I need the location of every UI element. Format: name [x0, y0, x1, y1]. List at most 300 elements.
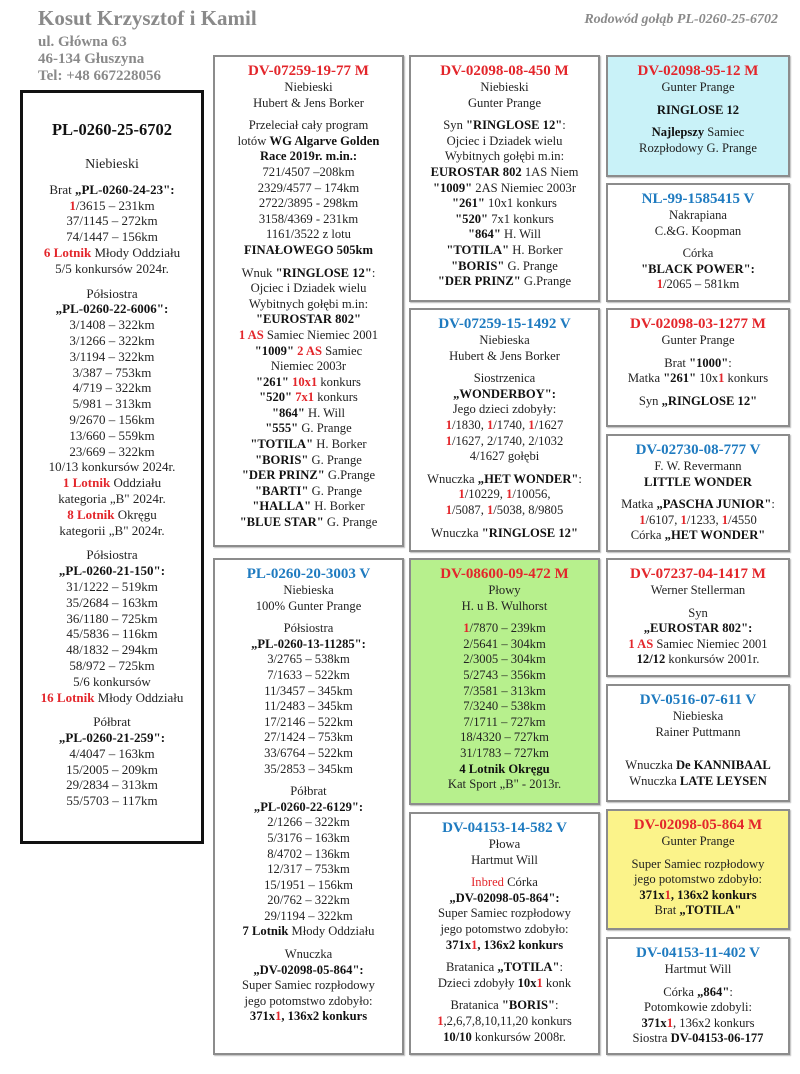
text: Młody Oddziału: [91, 244, 181, 260]
text-line: 55/5703 – 117km: [66, 793, 158, 809]
text-line: [411, 762, 598, 778]
text-line: 5/3176 – 163km: [267, 830, 350, 845]
achievement-paragraph: [608, 985, 788, 1047]
text-line: [215, 963, 402, 979]
highlight-text: 1: [656, 277, 664, 292]
text-line: Rainer Puttmann: [655, 724, 741, 739]
ring-number: DV-02098-03-1277 M: [630, 316, 766, 332]
text-line: 8/4702 – 136km: [267, 846, 350, 861]
highlight-text: 1: [445, 502, 453, 517]
text-line: Wybitnych gołębi m.in:: [444, 149, 565, 164]
highlight-text: 2 AS: [297, 343, 322, 358]
text: Okręgu: [114, 506, 157, 522]
text-line: jego potomstwo zdobyło:: [244, 993, 373, 1008]
achievement-paragraph: [215, 621, 402, 777]
text-line: Niebieska: [479, 333, 530, 347]
text-line: 58/972 – 725km: [69, 657, 155, 673]
text: H. Will: [500, 227, 542, 242]
text-line: Werner Stellerman: [650, 583, 746, 597]
text-line: [215, 515, 402, 531]
ring-number: DV-0516-07-611 V: [639, 692, 757, 708]
bold-text: "DER PRINZ": [437, 274, 521, 289]
text-line: [411, 243, 598, 259]
text-line: [608, 103, 788, 119]
bold-text: „TOTILA": [679, 903, 742, 918]
achievement-paragraph: [215, 947, 402, 1025]
bold-text: „RINGLOSE 12": [661, 393, 758, 408]
achievement-paragraph: [411, 621, 598, 793]
bold-text: "864": [271, 405, 305, 420]
text-line: [411, 938, 598, 954]
text-line: 5/5 konkursów 2024r.: [55, 260, 169, 276]
breeder-name: Kosut Krzysztof i Kamil: [38, 6, 257, 30]
pigeon-info: [608, 962, 788, 978]
text-line: 4/1627 gołębi: [469, 449, 540, 464]
text-line: Półsiostra: [86, 285, 138, 301]
bold-text: 10/10: [443, 1029, 472, 1044]
text-line: [215, 1009, 402, 1025]
text: /2065 – 581km: [663, 277, 740, 292]
text-line: C.&G. Koopman: [654, 223, 742, 238]
text-line: [411, 418, 598, 434]
highlight-text: 1: [275, 1009, 282, 1024]
text-line: Gunter Prange: [467, 95, 542, 110]
text-line: [411, 1014, 598, 1030]
achievement-paragraph: [608, 857, 788, 919]
text-line: 7/1711 – 727km: [463, 714, 546, 729]
bold-text: „PL-0260-21-150":: [58, 563, 166, 579]
text: Młody Oddziału: [288, 924, 375, 939]
bold-text: „EUROSTAR 802":: [643, 621, 753, 636]
text-line: 37/1145 – 272km: [66, 213, 158, 229]
breeder-street: ul. Główna 63: [38, 34, 127, 50]
ancestor-box: [606, 55, 790, 177]
bold-text: „PL-0260-24-23":: [74, 181, 175, 197]
ancestor-box: [409, 812, 600, 1055]
highlight-text: 1: [437, 1013, 444, 1028]
bold-text: "520": [455, 211, 489, 226]
highlight-text: 1 AS: [238, 327, 264, 342]
pedigree-title: Rodowód gołąb PL-0260-25-6702: [584, 12, 778, 27]
text-line: 5/2743 – 356km: [463, 667, 546, 682]
text-line: 48/1832 – 294km: [66, 642, 158, 658]
bold-text: "BLUE STAR": [239, 515, 324, 530]
ring-number: DV-04153-11-402 V: [635, 945, 761, 961]
highlight-text: 6 Lotnik: [43, 244, 92, 260]
text-line: Półsiostra: [86, 547, 138, 563]
text: Wnuczka: [427, 471, 478, 486]
bold-text: „HET WONDER": [664, 528, 766, 543]
text-line: [215, 344, 402, 360]
ancestor-box: [606, 183, 790, 302]
text-line: 12/317 – 753km: [267, 862, 350, 877]
pigeon-info: [215, 583, 402, 614]
text-line: [411, 976, 598, 992]
text-line: Półbrat: [93, 714, 131, 730]
text-line: [215, 406, 402, 422]
ring-number: DV-04153-14-582 V: [442, 820, 567, 836]
achievement-paragraph: [411, 875, 598, 953]
text-line: [411, 227, 598, 243]
text-line: 29/2834 – 313km: [66, 777, 158, 793]
text-line: [23, 301, 201, 317]
text-line: Siostrzenica: [473, 371, 536, 386]
text-line: Niemiec 2003r: [270, 359, 347, 374]
highlight-text: 1: [536, 975, 543, 990]
text-line: Niebieska: [672, 709, 724, 723]
highlight-text: Inbred: [471, 875, 504, 890]
text-line: Jego dzieci zdobyły:: [452, 402, 557, 417]
text-line: 3/2765 – 538km: [267, 652, 350, 667]
pigeon-info: [411, 80, 598, 111]
pigeon-info: [608, 583, 788, 599]
text-line: [608, 1016, 788, 1032]
bold-text: WG Algarve Golden: [269, 133, 380, 148]
text-line: [411, 472, 598, 488]
text: Brat: [664, 355, 690, 370]
text-line: Hubert & Jens Borker: [449, 348, 560, 363]
highlight-text: 1: [471, 937, 478, 952]
pigeon-info: [411, 837, 598, 868]
text: /1830,: [452, 417, 487, 432]
achievement-paragraph: [411, 472, 598, 519]
text-line: [411, 891, 598, 907]
text: ,2,6,7,8,10,11,20 konkurs: [443, 1013, 572, 1028]
ring-number: DV-02098-05-864 M: [633, 817, 763, 833]
achievement-paragraph: [215, 118, 402, 258]
text: H. Borker: [509, 242, 563, 257]
bold-text: "1000": [689, 355, 729, 370]
highlight-text: 1: [445, 417, 453, 432]
bold-text: "BORIS": [501, 998, 556, 1013]
text-line: [215, 924, 402, 940]
achievement-paragraph: [411, 998, 598, 1045]
achievement-paragraph: [411, 371, 598, 465]
text: G. Prange: [504, 258, 558, 273]
pigeon-info: [608, 709, 788, 740]
text-line: 15/2005 – 209km: [66, 761, 158, 777]
bold-text: De KANNIBAAL: [675, 758, 771, 773]
ring-number: PL-0260-25-6702: [51, 120, 173, 139]
ancestor-box: [606, 937, 790, 1055]
text-line: [608, 621, 788, 637]
achievement-paragraph: [608, 606, 788, 668]
ancestor-box: [606, 684, 790, 802]
bold-text: 7 Lotnik: [242, 924, 289, 939]
highlight-text: 1: [666, 1015, 673, 1030]
text-line: Przeleciał cały program: [248, 118, 369, 133]
highlight-text: 16 Lotnik: [40, 689, 95, 705]
text: Oddziału: [110, 475, 162, 491]
text-line: [608, 356, 788, 372]
text-line: 36/1180 – 725km: [66, 610, 158, 626]
text-line: Córka: [682, 246, 714, 261]
highlight-text: 1: [463, 621, 470, 636]
bold-text: „PL-0260-22-6129":: [253, 799, 364, 814]
text: H. Borker: [311, 499, 365, 514]
breeder-city: 46-134 Głuszyna: [38, 51, 145, 67]
text: /7870 – 239km: [469, 621, 546, 636]
achievement-paragraph: [608, 394, 788, 410]
text: Córka: [503, 875, 538, 890]
text-line: 2329/4577 – 174km: [257, 180, 360, 195]
text-line: [608, 1031, 788, 1047]
text-line: Rozpłodowy G. Prange: [639, 140, 757, 155]
highlight-text: 1: [506, 487, 513, 502]
text-line: [608, 497, 788, 513]
text: 1AS Niem: [521, 164, 579, 179]
bold-text: Race 2019r. m.in.:: [259, 149, 358, 164]
text-line: 33/6764 – 522km: [264, 745, 353, 760]
text-line: Ojciec i Dziadek wielu: [446, 133, 563, 148]
bold-text: „DV-02098-05-864":: [253, 962, 364, 977]
text: H. Will: [304, 405, 346, 420]
bold-text: 10x: [517, 975, 537, 990]
text: /5087,: [452, 502, 487, 517]
text-line: Niebieski: [480, 80, 529, 94]
text-line: [23, 245, 201, 261]
text: Brat: [49, 181, 75, 197]
text-line: [411, 118, 598, 134]
text-line: 15/1951 – 156km: [264, 877, 353, 892]
text-line: Hartmut Will: [471, 852, 538, 867]
bold-text: , 136x2 konkurs: [670, 887, 757, 902]
ring-number: NL-99-1585415 V: [641, 191, 755, 207]
text-line: 4/4047 – 163km: [69, 745, 155, 761]
text-line: Niebieska: [283, 583, 334, 597]
bold-text: , 136x2 konkurs: [477, 937, 564, 952]
bold-text: FINAŁOWEGO 505km: [243, 242, 374, 257]
bold-text: 371x: [445, 937, 472, 952]
bold-text: LITTLE WONDER: [644, 474, 752, 489]
text-line: 5/981 – 313km: [72, 396, 152, 412]
highlight-text: 1: [680, 512, 687, 527]
text: /6107,: [645, 512, 681, 527]
text: Brat: [654, 903, 680, 918]
text: /5038, 8/9805: [493, 502, 564, 517]
text-line: [411, 181, 598, 197]
text-line: Hubert & Jens Borker: [253, 95, 364, 110]
text-line: 3/1408 – 322km: [69, 317, 155, 333]
text-line: [608, 125, 788, 141]
text-line: [411, 998, 598, 1014]
text-line: 18/4320 – 727km: [460, 730, 549, 745]
text: 2AS Niemiec 2003r: [472, 180, 577, 195]
text-line: [215, 637, 402, 653]
bold-text: "RINGLOSE 12": [481, 525, 578, 540]
bold-text: "EUROSTAR 802": [255, 312, 362, 327]
text-line: Nakrapiana: [668, 208, 728, 222]
pigeon-info: [608, 459, 788, 490]
breeder-phone: Tel: +48 667228056: [38, 68, 161, 84]
text: /10056,: [512, 487, 551, 502]
text-line: [23, 182, 201, 198]
text: Dzieci zdobyły: [437, 975, 518, 990]
text-line: [215, 499, 402, 515]
achievement-paragraph: [215, 784, 402, 940]
bold-text: „PL-0260-22-6006":: [55, 301, 169, 317]
text: Syn: [638, 393, 662, 408]
text-line: Płowa: [488, 837, 521, 851]
achievement-paragraph: [608, 356, 788, 387]
bold-text: "TOTILA": [446, 242, 510, 257]
achievement-paragraph: [608, 246, 788, 293]
achievement-paragraph: [608, 125, 788, 156]
ancestor-box: [606, 809, 790, 930]
text-line: [608, 888, 788, 904]
text-line: 7/1633 – 522km: [267, 667, 350, 682]
text: konkursów 2001r.: [665, 652, 760, 667]
text: konkurs: [317, 374, 361, 389]
bold-text: EUROSTAR 802: [430, 164, 522, 179]
bold-text: „DV-02098-05-864":: [449, 890, 560, 905]
text: Samiec: [321, 343, 363, 358]
pigeon-info: [608, 834, 788, 850]
text-line: Kat Sport „B" - 2013r.: [447, 777, 562, 792]
text-line: [215, 390, 402, 406]
text-line: [411, 1030, 598, 1046]
text-line: jego potomstwo zdobyło:: [633, 872, 763, 887]
text-line: [608, 513, 788, 529]
text-line: 7/3581 – 313km: [463, 683, 546, 698]
achievement-paragraph: [23, 714, 201, 809]
text-line: [608, 774, 788, 790]
text-line: Potomkowie zdobyli:: [643, 1000, 753, 1015]
text-line: 3/387 – 753km: [72, 364, 152, 380]
text-line: [411, 434, 598, 450]
highlight-text: 7x1: [295, 390, 315, 405]
text: G.Prange: [324, 468, 376, 483]
text-line: [215, 375, 402, 391]
text-line: [215, 468, 402, 484]
text: G. Prange: [323, 515, 378, 530]
text-line: [608, 985, 788, 1001]
text: Bratanica: [450, 998, 502, 1013]
text: Syn: [443, 118, 467, 133]
text-line: [608, 371, 788, 387]
highlight-text: 8 Lotnik: [67, 506, 115, 522]
highlight-text: 10x1: [292, 374, 318, 389]
ring-number: DV-07259-19-77 M: [248, 63, 369, 79]
subject-pigeon-box: [20, 90, 204, 844]
text-line: 27/1424 – 753km: [264, 730, 353, 745]
bold-text: "BORIS": [255, 452, 309, 467]
ring-number: DV-08600-09-472 M: [440, 566, 569, 582]
text-line: 13/660 – 559km: [69, 427, 155, 443]
text-line: Gunter Prange: [661, 333, 735, 347]
achievement-paragraph: [411, 526, 598, 542]
text-line: [215, 484, 402, 500]
text: /1627: [534, 417, 564, 432]
text-line: 20/762 – 322km: [267, 893, 350, 908]
ring-number: DV-02098-08-450 M: [440, 63, 569, 79]
bold-text: "BORIS": [451, 258, 505, 273]
text: /3615 – 231km: [75, 197, 155, 213]
text-line: [23, 475, 201, 491]
text-line: [23, 198, 201, 214]
bold-text: "864": [467, 227, 501, 242]
text-line: [411, 960, 598, 976]
bold-text: 371x: [641, 1015, 667, 1030]
text: /4550: [728, 512, 757, 527]
text-line: [608, 528, 788, 544]
text: Młody Oddziału: [94, 689, 184, 705]
text-line: 31/1783 – 727km: [460, 745, 549, 760]
text: :: [578, 471, 582, 486]
text: /1233,: [686, 512, 722, 527]
text-line: 11/3457 – 345km: [264, 683, 353, 698]
text: G. Prange: [308, 452, 362, 467]
pigeon-info: [23, 157, 201, 173]
text: 7x1 konkurs: [488, 211, 554, 226]
bold-text: "HALLA": [252, 499, 312, 514]
ancestor-box: [409, 308, 600, 552]
text-line: 7/3240 – 538km: [463, 699, 546, 714]
ring-number: DV-02098-95-12 M: [637, 63, 759, 79]
text-line: 9/2670 – 156km: [69, 411, 155, 427]
text: Matka: [627, 371, 664, 386]
text-line: [411, 196, 598, 212]
ring-number: DV-07259-15-1492 V: [438, 316, 571, 332]
text-line: [215, 800, 402, 816]
bold-text: "BLACK POWER":: [641, 261, 755, 276]
text-line: [411, 259, 598, 275]
text: :: [729, 984, 733, 999]
text-line: H. u B. Wulhorst: [461, 598, 548, 613]
text-line: [411, 621, 598, 637]
text-line: 45/5836 – 116km: [66, 626, 158, 642]
text-line: [23, 563, 201, 579]
text: Samiec Niemiec 2001: [653, 636, 768, 651]
bold-text: LATE LEYSEN: [679, 773, 767, 788]
highlight-text: 1: [721, 512, 729, 527]
text-line: [608, 394, 788, 410]
bold-text: „TOTILA": [497, 960, 560, 975]
text: konkurs: [724, 371, 769, 386]
ring-number: DV-07237-04-1417 M: [630, 566, 766, 582]
text-line: Niebieski: [284, 80, 333, 94]
achievement-paragraph: [411, 960, 598, 991]
text: :: [562, 118, 566, 133]
text: Córka: [630, 528, 665, 543]
text-line: [411, 487, 598, 503]
highlight-text: 1: [664, 887, 671, 902]
text: konkursów 2008r.: [471, 1029, 566, 1044]
text-line: [608, 652, 788, 668]
text-line: [608, 637, 788, 653]
text-line: [608, 262, 788, 278]
text: Wnuczka: [431, 525, 482, 540]
bold-text: 371x: [249, 1009, 276, 1024]
bold-text: „864": [697, 984, 730, 999]
highlight-text: 1 AS: [628, 636, 654, 651]
text-line: [608, 758, 788, 774]
text: /1740,: [493, 417, 529, 432]
text-line: Super Samiec rozpłodowy: [631, 856, 765, 871]
text-line: [411, 387, 598, 403]
ancestor-box: [606, 434, 790, 552]
text-line: [608, 903, 788, 919]
text-line: Ojciec i Dziadek wielu: [250, 281, 367, 296]
text: H. Borker: [313, 437, 367, 452]
bold-text: "520": [259, 390, 296, 405]
text: 10x: [696, 371, 719, 386]
text: G. Prange: [298, 421, 352, 436]
text-line: 17/2146 – 522km: [264, 714, 353, 729]
bold-text: "DER PRINZ": [241, 468, 325, 483]
achievement-paragraph: [215, 266, 402, 531]
text: Samiec: [704, 125, 745, 140]
